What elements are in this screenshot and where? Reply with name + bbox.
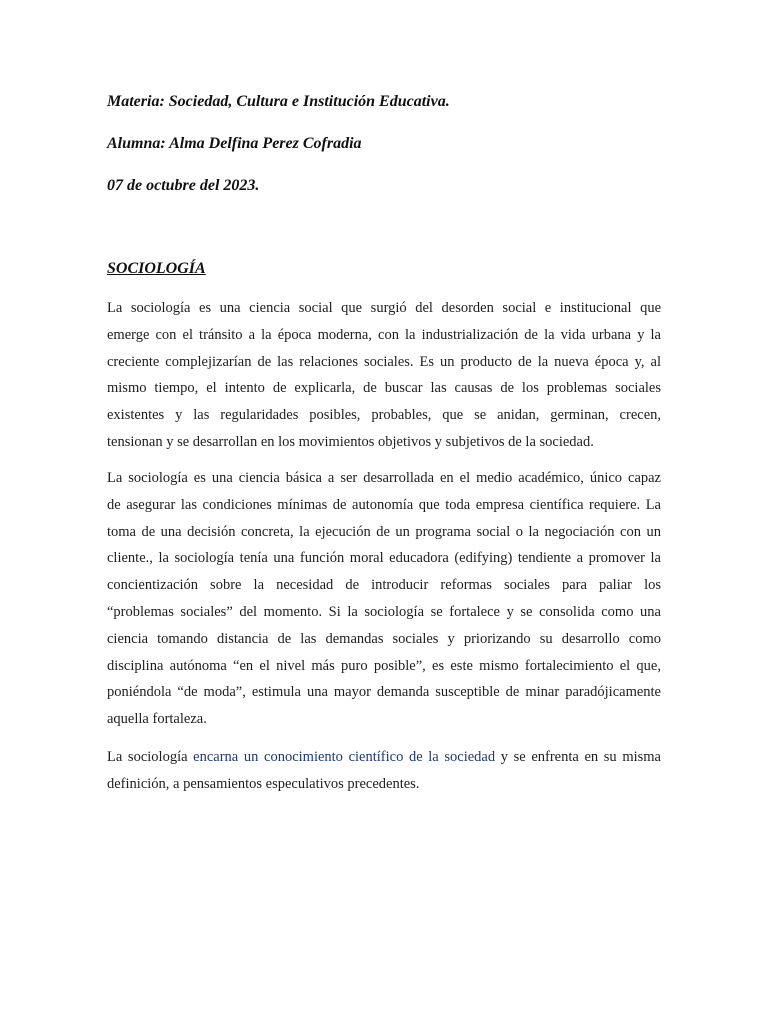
paragraph-text: La sociología — [107, 749, 194, 765]
paragraph-line: aquella fortaleza. — [107, 711, 207, 728]
paragraph-line — [107, 744, 661, 771]
paragraph-line: concientización sobre la necesidad de introducir reformas sociales para paliar los — [107, 577, 661, 594]
inline-link[interactable]: encarna un conocimiento científico de la sociedad — [193, 749, 496, 765]
paragraph-1 — [107, 295, 661, 456]
paragraph-2 — [107, 465, 661, 733]
paragraph-line: creciente complejizarían de las relaciones sociales. Es un producto de la nueva época y, al — [107, 353, 661, 370]
paragraph-line: tensionan y se desarrollan en los movimientos objetivos y subjetivos de la sociedad. — [107, 433, 594, 450]
paragraph-line: cliente., la sociología tenía una función moral educadora (edifying) tendiente a promover la — [107, 550, 661, 567]
section-title: SOCIOLOGÍA — [107, 260, 206, 277]
date-line: 07 de octubre del 2023. — [107, 177, 260, 194]
paragraph-line: poniéndola “de moda”, estimula una mayor demanda susceptible de minar paradójicamente — [107, 684, 661, 701]
student-line: Alumna: Alma Delfina Perez Cofradia — [107, 135, 362, 152]
paragraph-line: emerge con el tránsito a la época moderna, con la industrialización de la vida urbana y la — [107, 326, 661, 343]
paragraph-line: definición, a pensamientos especulativos precedentes. — [107, 775, 420, 792]
paragraph-line: La sociología es una ciencia básica a ser desarrollada en el medio académico, único capaz — [107, 470, 661, 486]
paragraph-line: mismo tiempo, el intento de explicarla, de buscar las causas de los problemas sociales — [107, 380, 661, 397]
paragraph-3 — [107, 744, 661, 798]
subject-line: Materia: Sociedad, Cultura e Institución Educativa. — [107, 93, 450, 110]
paragraph-text: y se enfrenta en su misma — [495, 749, 661, 765]
paragraph-line: La sociología es una ciencia social que surgió del desorden social e institucional que — [107, 300, 661, 316]
paragraph-line: existentes y las regularidades posibles, probables, que se anidan, germinan, crecen, — [107, 407, 661, 424]
paragraph-line: “problemas sociales” del momento. Si la sociología se fortalece y se consolida como una — [107, 603, 661, 620]
paragraph-line: disciplina autónoma “en el nivel más puro posible”, es este mismo fortalecimiento el que, — [107, 657, 661, 674]
paragraph-line: de asegurar las condiciones mínimas de autonomía que toda empresa científica requiere. La — [107, 496, 661, 513]
paragraph-line: ciencia tomando distancia de las demandas sociales y priorizando su desarrollo como — [107, 630, 661, 647]
paragraph-line: toma de una decisión concreta, la ejecución de un programa social o la negociación con un — [107, 523, 661, 540]
